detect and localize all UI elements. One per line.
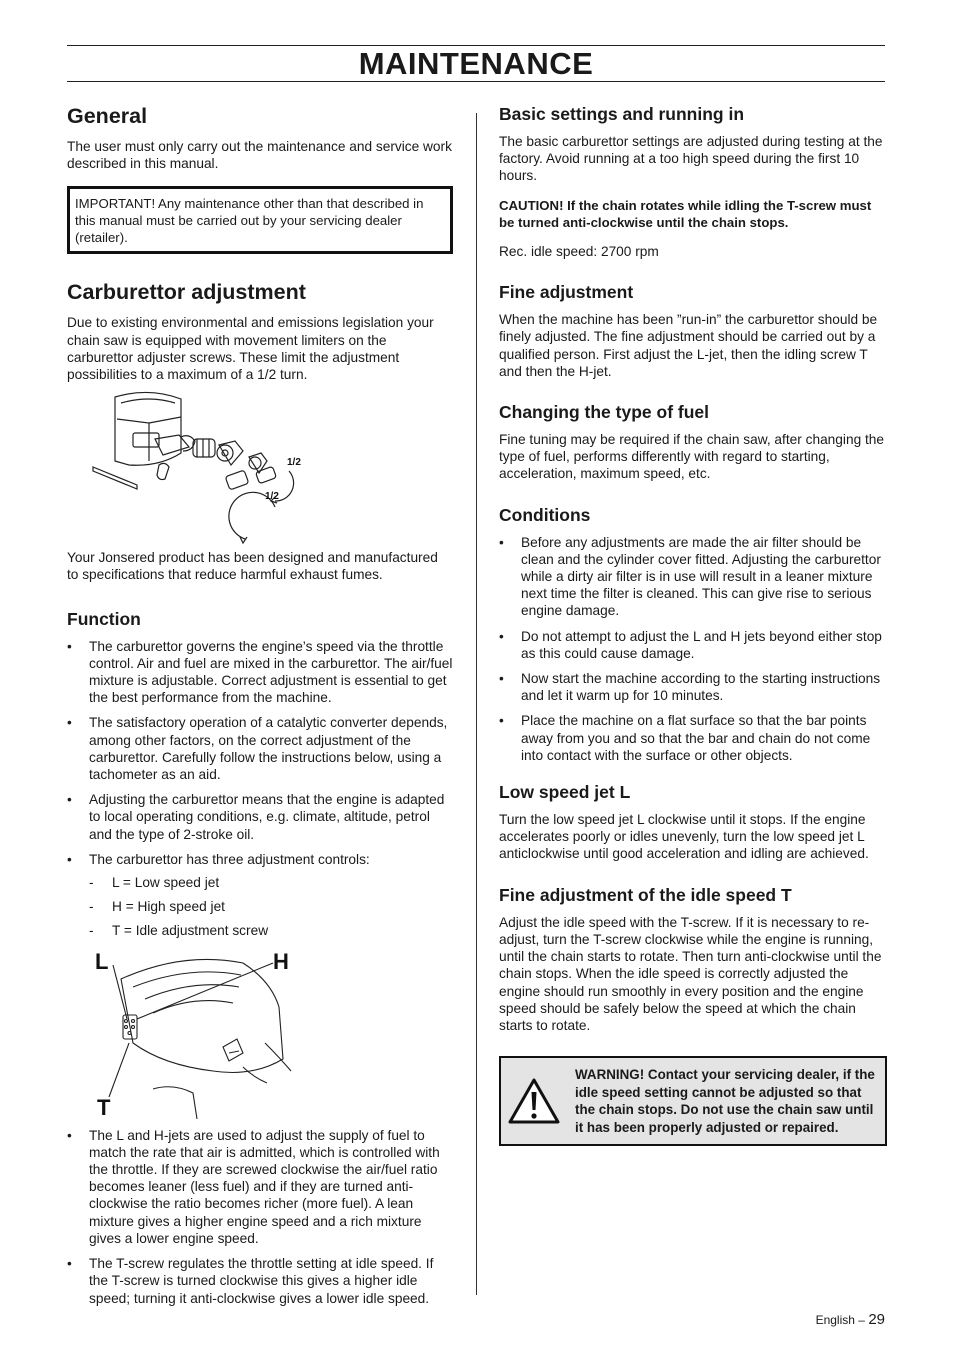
list-item: • Place the machine on a flat surface so that the bar points away from you and so that the bar and chain do not come into contact with the surface or other objects. xyxy=(499,712,887,764)
function-heading: Function xyxy=(67,608,141,629)
list-item-text: The carburettor has three adjustment controls: xyxy=(89,851,370,867)
conditions-heading: Conditions xyxy=(499,504,591,525)
list-item: • Adjusting the carburettor means that the engine is adapted to local operating conditions, e.g. climate, altitude, petrol and the type of 2-stroke oil. xyxy=(67,791,453,843)
idle-fine-paragraph: Adjust the idle speed with the T-screw. If it is necessary to re-adjust, turn the T-screw clockwise while the engine is running, until the chain starts to rotate. Then turn anti-clockwise until the chain stops. When the idle speed is correctly adjusted the engine should run smoothly in every position and the engine speed should be safely below the speed at which the chain starts to rotate. xyxy=(499,914,882,1033)
label-H: H xyxy=(273,948,289,974)
footer-dash: – xyxy=(858,1313,865,1327)
jet-explanation-list xyxy=(67,1127,453,1307)
list-item: • Before any adjustments are made the air filter should be clean and the cylinder cover fitted. Adjusting the carburettor while a dirty air filter is in use will result in a leaner mixture next time the filter is cleaned. This can give rise to serious engine damage. xyxy=(499,534,887,620)
list-item: - L = Low speed jet xyxy=(89,874,453,891)
emissions-paragraph: Your Jonsered product has been designed and manufactured to specifications that reduce harmful exhaust fumes. xyxy=(67,550,438,583)
list-item: - H = High speed jet xyxy=(89,898,453,915)
header-bottom-rule xyxy=(67,81,885,82)
list-item: • The carburettor governs the engine’s speed via the throttle control. Air and fuel are mixed in the carburettor. The air/fuel mixture is adjustable. Correct adjustment is essential to get the best performance from the machine. xyxy=(67,638,453,707)
list-item xyxy=(67,851,453,868)
important-notice-text: IMPORTANT! Any maintenance other than that described in this manual must be carried out by your servicing dealer (retailer). xyxy=(75,196,424,246)
list-item: • The satisfactory operation of a catalytic converter depends, among other factors, on the correct adjustment of the carburettor. Carefully follow the instructions below, using a tachometer as an aid. xyxy=(67,714,453,783)
fuel-type-heading: Changing the type of fuel xyxy=(499,402,709,423)
column-divider xyxy=(476,113,477,1295)
low-speed-jet-paragraph: Turn the low speed jet L clockwise until it stops. If the engine accelerates poorly or idles unevenly, turn the low speed jet L anticlockwise until good acceleration and idling are achieved. xyxy=(499,812,869,862)
page-number: 29 xyxy=(868,1311,885,1328)
adjustment-controls-list xyxy=(67,874,453,940)
page-title: MAINTENANCE xyxy=(358,46,594,81)
left-column xyxy=(67,104,453,1315)
conditions-list xyxy=(499,534,887,764)
list-item: • The T-screw regulates the throttle setting at idle speed. If the T-screw is turned clockwise this gives a higher idle speed; turning it anti-clockwise gives a lower idle speed. xyxy=(67,1255,453,1307)
page-footer xyxy=(816,1311,885,1328)
label-T: T xyxy=(97,1094,111,1119)
basic-settings-heading: Basic settings and running in xyxy=(499,104,745,124)
carburettor-paragraph: Due to existing environmental and emissions legislation your chain saw is equipped with movement limiters on the carburettor adjuster screws. These limit the adjustment possibilities to a maximum of a 1/2 turn. xyxy=(67,315,434,383)
list-item: • Now start the machine according to the starting instructions and let it warm up for 10 minutes. xyxy=(499,670,887,704)
idle-fine-heading: Fine adjustment of the idle speed T xyxy=(499,884,792,905)
function-list xyxy=(67,638,453,868)
idle-speed-text: Rec. idle speed: 2700 rpm xyxy=(499,244,659,260)
label-L: L xyxy=(95,948,109,974)
carburettor-heading: Carburettor adjustment xyxy=(67,280,306,305)
limiter-label-lower: 1/2 xyxy=(265,491,279,503)
fine-adjustment-heading: Fine adjustment xyxy=(499,282,634,303)
footer-language: English xyxy=(815,1313,855,1327)
general-heading: General xyxy=(67,104,148,128)
caution-text: CAUTION! If the chain rotates while idling the T-screw must be turned anti-clockwise until the chain stops. xyxy=(499,197,872,230)
list-item: • Do not attempt to adjust the L and H jets beyond either stop as this could cause damage. xyxy=(499,628,887,662)
warning-triangle-icon xyxy=(507,1077,561,1125)
important-notice-box xyxy=(67,186,453,254)
warning-text: WARNING! Contact your servicing dealer, if the idle speed setting cannot be adjusted so that the chain stops. Do not use the chain saw until it has been properly adjusted or repaired. xyxy=(575,1067,875,1135)
fine-adjustment-paragraph: When the machine has been ”run-in” the carburettor should be finely adjusted. The fine adjustment should be carried out by a qualified person. First adjust the L-jet, then the idling screw T and then the H-jet. xyxy=(499,312,878,379)
low-speed-jet-heading: Low speed jet L xyxy=(499,782,631,803)
limiter-label-upper: 1/2 xyxy=(287,457,301,469)
list-item: - T = Idle adjustment screw xyxy=(89,922,453,939)
adjuster-figure xyxy=(93,947,293,1119)
list-item: • The L and H-jets are used to adjust the supply of fuel to match the rate that air is admitted, which is controlled with the throttle. If they are screwed clockwise the air/fuel ratio becomes leaner (less fuel) and if they are turned anti-clockwise the ratio becomes richer (more fuel). A lean mixture gives a higher engine speed and a rich mixture gives a lower engine speed. xyxy=(67,1127,453,1247)
limiter-figure xyxy=(89,389,329,545)
fuel-type-paragraph: Fine tuning may be required if the chain saw, after changing the type of fuel, performs differently with regard to starting, acceleration, maximum speed, etc. xyxy=(499,432,885,482)
general-paragraph: The user must only carry out the maintenance and service work described in this manual. xyxy=(67,139,452,172)
right-column xyxy=(499,104,887,1146)
basic-settings-paragraph: The basic carburettor settings are adjusted during testing at the factory. Avoid running at a too high speed during the first 10 hours. xyxy=(499,134,883,184)
warning-box xyxy=(499,1056,887,1146)
